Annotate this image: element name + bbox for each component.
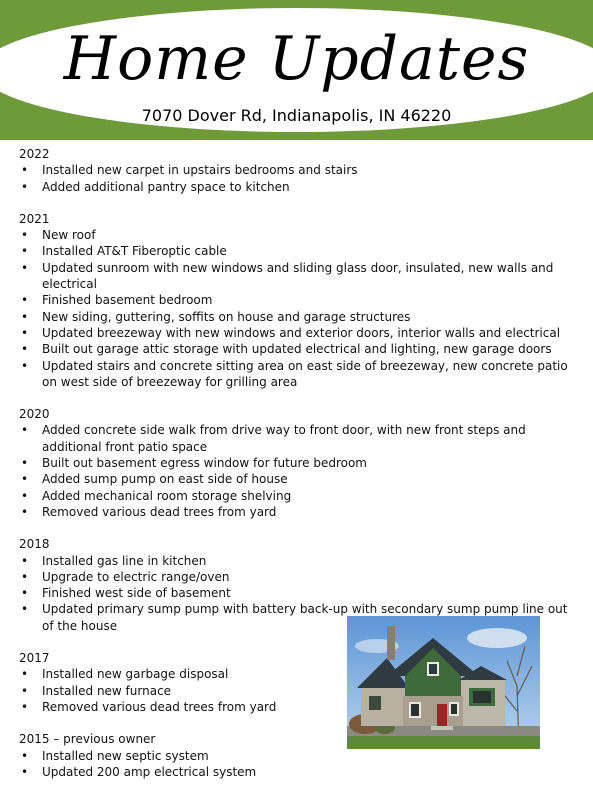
section-2022 [19,146,574,195]
list-item: • Built out garage attic storage with updated electrical and lighting, new garage doors [19,341,574,357]
house-photo [347,616,540,749]
bullet-list [19,162,574,195]
section-year: 2022 [19,147,50,161]
bullet-list [19,422,574,520]
section-year: 2020 [19,407,50,422]
property-address: 7070 Dover Rd, Indianapolis, IN 46220 [141,106,452,125]
list-item: • Added concrete side walk from drive way to front door, with new front steps and additional front patio space [19,422,574,455]
list-item: • Updated stairs and concrete sitting area on east side of breezeway, new concrete patio on west side of breezeway for grilling area [19,358,574,391]
list-item: • Installed gas line in kitchen [19,553,574,569]
page-title: Home Updates [63,24,530,94]
section-2021 [19,211,574,390]
list-item: • Finished west side of basement [19,585,574,601]
section-year: 2021 [19,211,50,226]
list-item: • Updated primary sump pump with battery back-up with secondary sump pump line out of the house [19,601,574,634]
list-item: • Added mechanical room storage shelving [19,488,574,504]
list-item: • Updated sunroom with new windows and sliding glass door, insulated, new walls and electrical [19,260,574,293]
list-item: • Added sump pump on east side of house [19,471,574,487]
list-item: • Installed new garbage disposal [19,666,574,682]
list-item: • Built out basement egress window for future bedroom [19,455,574,471]
list-item: • New siding, guttering, soffits on house and garage structures [19,309,574,325]
list-item: • Installed new furnace [19,683,574,699]
list-item: • Removed various dead trees from yard [19,699,574,715]
list-item: • Upgrade to electric range/oven [19,569,574,585]
bullet-list [19,748,574,781]
list-item: • New roof [19,227,574,243]
list-item: • Installed new carpet in upstairs bedrooms and stairs [19,162,574,178]
list-item: • Finished basement bedroom [19,292,574,308]
section-year: 2017 [19,651,50,666]
list-item: • Installed new septic system [19,748,574,764]
section-year: 2018 [19,537,50,552]
section-2020 [19,406,574,520]
list-item: • Installed AT&T Fiberoptic cable [19,243,574,259]
list-item: • Updated breezeway with new windows and exterior doors, interior walls and electrical [19,325,574,341]
list-item: • Added additional pantry space to kitchen [19,179,574,195]
list-item: • Removed various dead trees from yard [19,504,574,520]
header-banner [0,0,593,140]
list-item: • Updated 200 amp electrical system [19,764,574,780]
bullet-list [19,227,574,390]
section-year: 2015 – previous owner [19,732,156,747]
